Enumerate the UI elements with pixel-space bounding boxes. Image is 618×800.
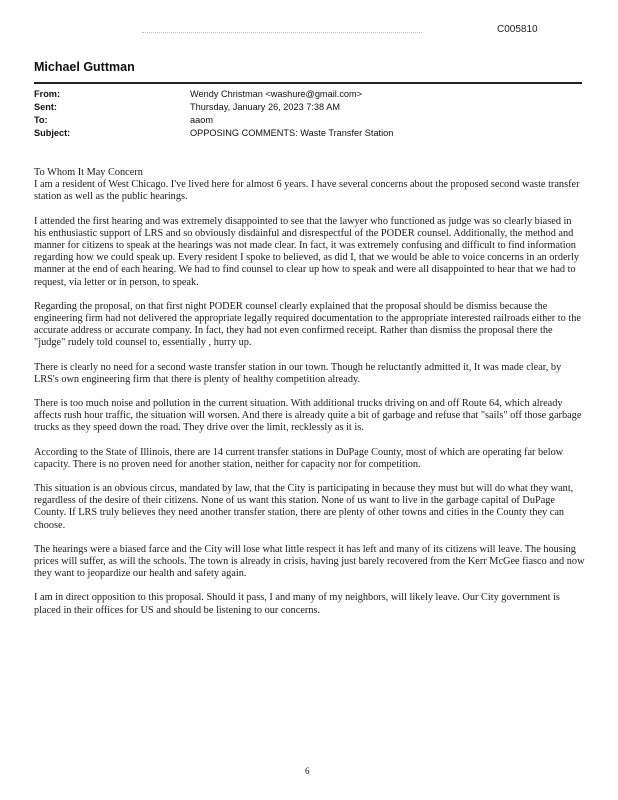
body-paragraph: I attended the first hearing and was extremely disappointed to see that the lawyer who functioned as judge was so clearly biased in his enthusiastic support of LRS and so obviously disdainful and disrespectful of the PODER counsel. Additionally, the method and manner for citizens to speak at the hearings was not made clear. In fact, it was extremely confusing and difficult to find information regarding how we could speak up. Every resident I spoke to believed, as did I, that we would be able to voice concerns in an orderly manner at the end of each hearing. We had to find counsel to clear up how to speak and were all disappointed to hear that we had to request, via letter or in person, to speak. xyxy=(34,215,579,288)
from-value: Wendy Christman <washure@gmail.com> xyxy=(190,89,363,99)
body-paragraph: This situation is an obvious circus, mandated by law, that the City is participating in because they must but will do what they want, regardless of the desire of their citizens. None of us want this station. None of us want to live in the garbage capital of DuPage County. If LRS truly believes they need another transfer station, there are plenty of other towns and cities in the County they can choose. xyxy=(34,483,574,531)
sent-value: Thursday, January 26, 2023 7:38 AM xyxy=(190,102,340,112)
to-label: To: xyxy=(34,115,48,125)
body-paragraph: The hearings were a biased farce and the City will lose what little respect it has left and many of its citizens will leave. The housing prices will suffer, as will the schools. The town is already in crisis, having just barely recovered from the Kerr McGee fiasco and now they want to jeopardize our health and safety again. xyxy=(34,543,585,580)
header-divider xyxy=(34,82,582,84)
body-paragraph: I am a resident of West Chicago. I've lived here for almost 6 years. I have several concerns about the proposed second waste transfer station as well as the public hearings. xyxy=(34,179,580,203)
from-label: From: xyxy=(34,89,61,99)
body-paragraph: I am in direct opposition to this proposal. Should it pass, I and many of my neighbors, will likely leave. Our City government is placed in their offices for US and should be listening to our concerns. xyxy=(34,592,560,616)
body-paragraph: There is clearly no need for a second waste transfer station in our town. Though he reluctantly admitted it, It was made clear, by LRS's own engineering firm that there is plenty of healthy competition already. xyxy=(34,361,562,385)
sent-label: Sent: xyxy=(34,102,57,112)
sender-name: Michael Guttman xyxy=(34,60,135,74)
scan-artifact-line xyxy=(142,32,422,36)
page-number: 6 xyxy=(305,766,310,776)
body-paragraph: According to the State of Illinois, there are 14 current transfer stations in DuPage County, most of which are operating far below capacity. There is no proven need for another station, neither for capacity nor for competition. xyxy=(34,446,564,470)
bates-number: C005810 xyxy=(497,24,538,35)
body-paragraph: Regarding the proposal, on that first night PODER counsel clearly explained that the proposal should be dismiss because the engineering firm had not delivered the appropriate legally required documentation to the appropriate interested railroads either to the accurate address or accurate company. In fact, they had not even confirmed receipt. Rather than dismiss the proposal there the "judge" rudely told counsel to, essentially , hurry up. xyxy=(34,300,581,349)
body-paragraph: There is too much noise and pollution in the current situation. With additional trucks driving on and off Route 64, which already affects rush hour traffic, the situation will worsen. And there is already quite a bit of garbage and refuse that "sails" off those garbage trucks as they speed down the road. They drive over the limit, recklessly as it is. xyxy=(34,398,582,434)
subject-label: Subject: xyxy=(34,128,71,138)
greeting: To Whom It May Concern xyxy=(34,167,143,178)
to-value: aaom xyxy=(190,115,213,125)
subject-value: OPPOSING COMMENTS: Waste Transfer Station xyxy=(190,128,394,138)
email-body xyxy=(34,167,586,629)
